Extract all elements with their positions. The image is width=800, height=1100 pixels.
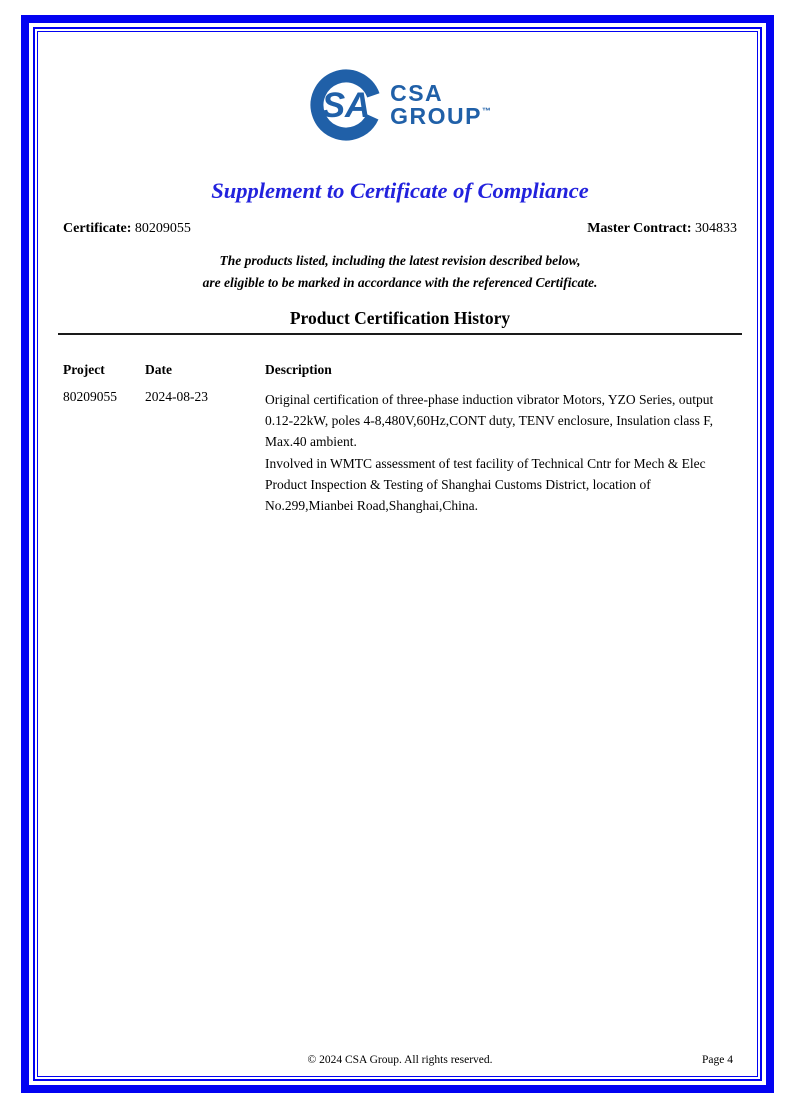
table-header-row (63, 362, 737, 378)
table-row (63, 389, 737, 517)
copyright-notice: © 2024 CSA Group. All rights reserved. (307, 1054, 493, 1066)
cell-date: 2024-08-23 (145, 388, 208, 404)
heading-divider (58, 333, 742, 335)
certification-history-table (63, 362, 737, 517)
statement-line-1: The products listed, including the latest revision described below, (219, 253, 581, 268)
page-footer (0, 1054, 800, 1070)
description-paragraph: Involved in WMTC assessment of test facility of Technical Cntr for Mech & Elec Product Inspection & Testing of Shanghai Customs District, location of No.299,Mianbei Road,Shanghai,China. (265, 455, 706, 514)
trademark-symbol: ™ (481, 106, 491, 116)
csa-group-wordmark (390, 79, 491, 129)
csa-group-logo (0, 0, 800, 142)
certificate-number (63, 221, 191, 237)
page-number: Page 4 (702, 1054, 733, 1066)
statement-line-2: are eligible to be marked in accordance with the referenced Certificate. (202, 275, 598, 291)
master-contract (587, 221, 737, 237)
certificate-info-row (63, 221, 737, 237)
certificate-value: 80209055 (134, 221, 191, 236)
csa-monogram-icon (309, 68, 383, 142)
cell-description (265, 389, 737, 517)
column-header-project: Project (63, 361, 105, 377)
master-contract-label: Master Contract: (587, 221, 692, 236)
description-paragraph: Original certification of three-phase induction vibrator Motors, YZO Series, output 0.12-22kW, poles 4-8,480V,60Hz,CONT duty, TENV enclosure, Insulation class F, Max.40 ambient. (265, 391, 714, 450)
section-heading: Product Certification History (289, 307, 511, 328)
eligibility-statement (0, 250, 800, 295)
column-header-date: Date (145, 361, 172, 377)
svg-text:SA: SA (321, 86, 371, 125)
master-contract-value: 304833 (695, 221, 737, 236)
column-header-description: Description (265, 361, 332, 377)
logo-line-csa: CSA (390, 79, 444, 106)
document-title: Supplement to Certificate of Compliance (211, 178, 589, 203)
certificate-label: Certificate: (63, 221, 132, 236)
cell-project: 80209055 (63, 388, 117, 404)
logo-line-group: GROUP™ (390, 103, 491, 129)
